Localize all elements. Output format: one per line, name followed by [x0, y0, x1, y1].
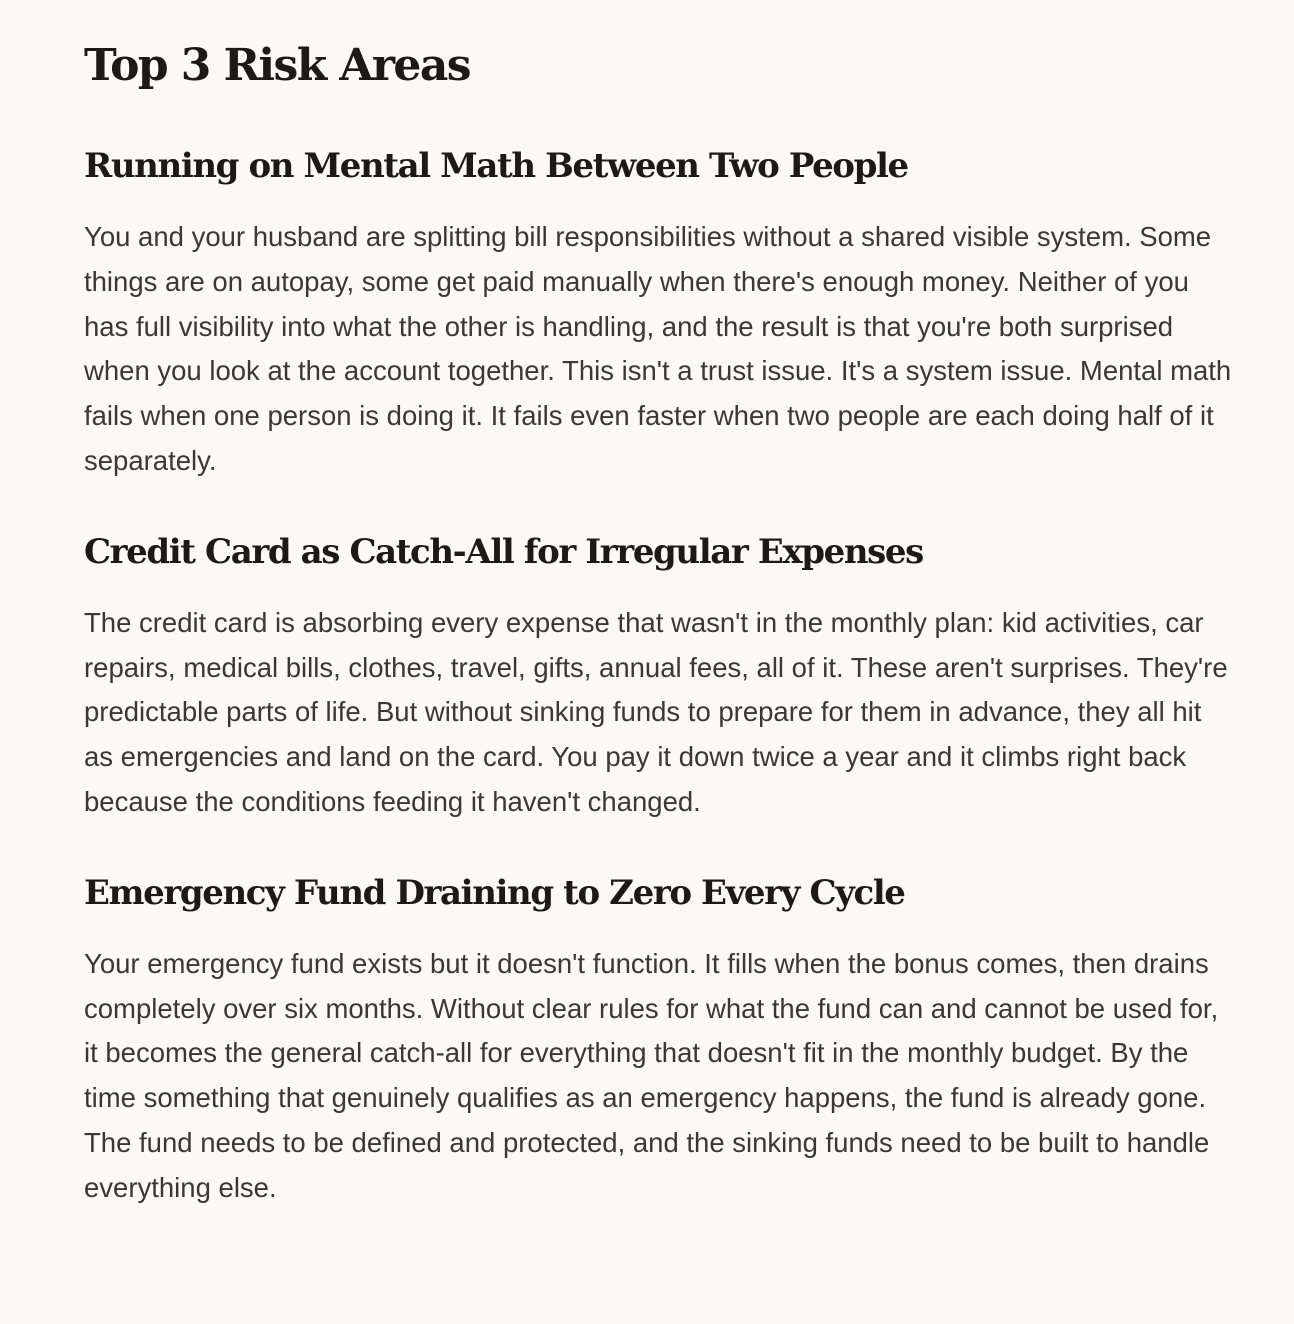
risk-heading: Emergency Fund Draining to Zero Every Cycle [84, 872, 905, 913]
page-title: Top 3 Risk Areas [84, 40, 470, 91]
risk-heading: Credit Card as Catch-All for Irregular Expenses [84, 531, 923, 572]
risk-description: The credit card is absorbing every expense that wasn't in the monthly plan: kid activities, car repairs, medical bills, clothes, travel, gifts, annual fees, all of it. These aren't surprises. They're predictable parts of life. But without sinking funds to prepare for them in advance, they all hit as emergencies and land on the card. You pay it down twice a year and it climbs right back because the conditions feeding it haven't changed. [84, 606, 1228, 817]
risk-section-credit-card [84, 528, 1234, 825]
risk-section-mental-math [84, 142, 1234, 484]
risk-heading: Running on Mental Math Between Two People [84, 146, 908, 186]
risk-section-emergency-fund [84, 869, 1234, 1211]
risk-description: You and your husband are splitting bill responsibilities without a shared visible system. Some things are on autopay, some get paid manually when there's enough money. Neither of you has full visibility into what the other is handling, and the result is that you're both surprised when you look at the account together. This isn't a trust issue. It's a system issue. Mental math fails when one person is doing it. It fails even faster when two people are each doing half of it separately. [84, 221, 1232, 476]
risk-description: Your emergency fund exists but it doesn't function. It fills when the bonus comes, then drains completely over six months. Without clear rules for what the fund can and cannot be used for, it becomes the general catch-all for everything that doesn't fit in the monthly budget. By the time something that genuinely qualifies as an emergency happens, the fund is already gone. The fund needs to be defined and protected, and the sinking funds need to be built to handle everything else. [84, 947, 1219, 1203]
